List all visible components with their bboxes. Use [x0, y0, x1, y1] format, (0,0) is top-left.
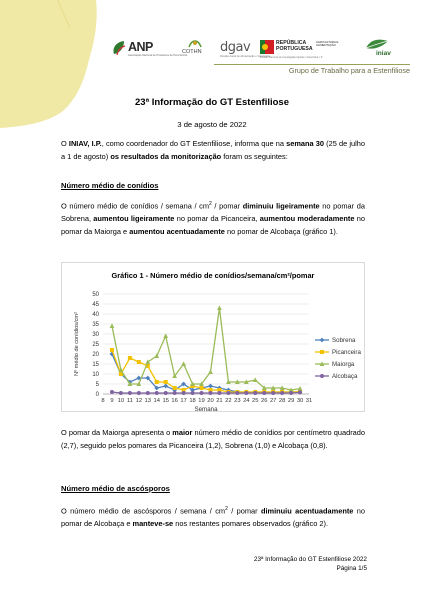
data-point: [208, 384, 213, 389]
flag-emblem-icon: [260, 40, 274, 54]
x-tick-label: 18: [189, 398, 196, 404]
legend-marker: [320, 338, 325, 343]
x-tick-label: 22: [225, 398, 232, 404]
legend-label: Sobrena: [332, 337, 356, 345]
x-tick-label: 21: [216, 398, 223, 404]
y-tick-label: 50: [92, 292, 99, 298]
anp-leaf-icon: [112, 40, 126, 56]
cothn-logo: [178, 38, 216, 62]
iniav-leaf-icon: [364, 38, 390, 50]
data-point: [128, 356, 132, 360]
x-tick-label: 8: [101, 398, 105, 404]
y-tick-label: 5: [95, 382, 99, 388]
conidios-paragraph: [61, 198, 365, 238]
data-point: [289, 391, 293, 395]
page-footer: [254, 556, 367, 573]
x-tick-label: 25: [252, 398, 259, 404]
text-run: O pomar da Maiorga apresenta o: [61, 428, 173, 437]
legend-label: Alcobaça: [332, 373, 358, 381]
anp-logo-text: ANP: [128, 40, 153, 54]
x-tick-label: 11: [126, 398, 133, 404]
data-point: [173, 386, 177, 390]
text-run: / pomar: [227, 506, 261, 516]
pear-shape-decoration: [0, 0, 112, 130]
y-tick-label: 15: [92, 362, 99, 368]
x-tick-label: 31: [305, 398, 313, 404]
x-tick-label: 16: [171, 398, 178, 404]
x-tick-label: 29: [287, 398, 295, 404]
y-tick-label: 10: [92, 372, 99, 378]
ascosporos-paragraph: [61, 503, 365, 531]
data-point: [163, 384, 168, 389]
republica-text: REPÚBLICA: [276, 40, 307, 46]
data-point: [137, 360, 141, 364]
data-point: [155, 380, 159, 384]
y-axis-title: Nº médio de conídios/cm²: [74, 312, 80, 376]
x-tick-label: 9: [110, 398, 114, 404]
data-point: [191, 391, 195, 395]
x-tick-label: 12: [135, 398, 143, 404]
x-tick-label: 24: [243, 398, 250, 404]
y-tick-label: 0: [95, 392, 99, 398]
dgav-logo: [220, 38, 270, 62]
text-run: O número médio de ascósporos / semana / cm: [61, 506, 226, 516]
x-tick-label: 28: [278, 398, 286, 404]
data-point: [146, 391, 150, 395]
data-point: [262, 391, 266, 395]
bold-run: aumentou acentuadamente: [129, 226, 225, 236]
data-point: [173, 391, 177, 395]
bold-run: diminuiu ligeiramente: [242, 201, 320, 211]
x-axis-title: Semana: [194, 406, 218, 412]
intro-paragraph: [61, 138, 365, 163]
x-tick-label: 23: [234, 398, 241, 404]
bold-run: INIAV, I.P.: [68, 139, 102, 148]
legend-label: Maiorga: [332, 361, 355, 369]
y-tick-label: 20: [92, 352, 99, 358]
data-point: [182, 391, 186, 395]
data-point: [164, 380, 168, 384]
superscript: 2: [225, 506, 228, 512]
portuguesa-text: PORTUGUESA: [276, 46, 313, 52]
data-point: [145, 359, 150, 364]
data-point: [217, 305, 222, 310]
anp-logo: [112, 38, 188, 62]
text-run: , como coordenador do GT Estenfiliose, informa que na: [101, 139, 287, 148]
dgav-logo-subtext: Direção-Geral de Alimentação e Veterinária: [220, 55, 270, 58]
bold-run: aumentou moderadamente: [259, 214, 355, 224]
data-point: [217, 391, 221, 395]
data-point: [235, 391, 239, 395]
legend-marker: [320, 374, 324, 378]
series-line-sobrena: [112, 354, 300, 392]
instituto-subtext: Instituto Nacional de Investigação Agrária e Veterinária, I.P.: [260, 56, 323, 59]
text-run: / pomar: [211, 201, 243, 211]
text-run: (25 de julho a 1 de agosto): [61, 139, 365, 161]
summary-paragraph: [61, 427, 365, 452]
data-point: [200, 386, 204, 390]
text-run: no pomar da Picanceira,: [174, 214, 260, 224]
x-tick-label: 19: [198, 398, 205, 404]
text-run: O: [61, 139, 69, 148]
text-run: no pomar da Sobrena,: [61, 201, 365, 224]
republica-portuguesa-logo: [260, 38, 352, 62]
superscript: 2: [209, 201, 212, 207]
x-tick-label: 20: [207, 398, 214, 404]
data-point: [208, 369, 213, 374]
agricultura-text: AGRICULTURA E ALIMENTAÇÃO: [316, 40, 339, 48]
data-point: [244, 391, 248, 395]
x-tick-label: 27: [269, 398, 277, 404]
data-point: [208, 391, 212, 395]
x-tick-label: 15: [162, 398, 169, 404]
page-title: 23ª Informação do GT Estenfiliose: [135, 97, 289, 108]
chart-title: Gráfico 1 - Número médio de conídios/semana/cm²/pomar: [111, 271, 315, 280]
footer-title: 23ª Informação do GT Estenfiliose 2022: [253, 556, 367, 563]
bold-run: aumentou ligeiramente: [93, 214, 175, 224]
text-run: O número médio de conídios / semana / cm: [61, 201, 210, 211]
y-tick-label: 30: [92, 332, 99, 338]
x-tick-label: 10: [117, 398, 125, 404]
data-point: [119, 391, 123, 395]
section-heading-conidios: Número médio de conídios: [61, 181, 159, 190]
data-point: [271, 391, 275, 395]
text-run: nos restantes pomares observados (gráfico 2).: [173, 519, 329, 529]
cothn-mark-icon: [188, 38, 202, 48]
text-run: no pomar de Alcobaça (gráfico 1).: [224, 226, 338, 236]
x-tick-label: 30: [296, 398, 304, 404]
x-tick-label: 14: [153, 398, 160, 404]
iniav-logo-text: iniav: [376, 50, 391, 57]
data-point: [137, 391, 141, 395]
header-divider: [214, 64, 410, 65]
legend-label: Picanceira: [332, 349, 361, 357]
bold-run: maior: [172, 428, 193, 437]
working-group-name: Grupo de Trabalho para a Estenfiliose: [288, 66, 410, 75]
x-tick-label: 17: [180, 398, 187, 404]
data-point: [110, 390, 114, 394]
section-heading-ascosporos: Número médio de ascósporos: [61, 484, 170, 493]
document-date: 3 de agosto de 2022: [177, 120, 247, 129]
data-point: [110, 348, 114, 352]
data-point: [164, 391, 168, 395]
text-run: número médio de conídios por centímetro quadrado (2,7), seguido pelos pomares da Picanceira (1,2), Sobrena (1,0) e Alcobaça (0,8).: [61, 428, 366, 450]
data-point: [226, 391, 230, 395]
text-run: no pomar de Alcobaça e: [61, 506, 366, 529]
x-tick-label: 13: [144, 398, 152, 404]
bold-run: semana 30: [286, 139, 325, 148]
bold-run: diminuiu acentuadamente: [260, 506, 354, 516]
y-tick-label: 35: [92, 322, 99, 328]
data-point: [298, 390, 302, 394]
data-point: [200, 391, 204, 395]
bold-run: os resultados da monitorização: [110, 151, 222, 161]
iniav-logo: [358, 38, 404, 62]
line-chart: [61, 262, 365, 412]
anp-logo-subtext: Associação Nacional de Produtores de Pera Rocha: [128, 54, 188, 57]
data-point: [280, 391, 284, 395]
cothn-logo-text: COTHN: [182, 49, 202, 55]
y-tick-label: 25: [92, 342, 99, 348]
data-point: [253, 391, 257, 395]
y-tick-label: 45: [92, 302, 99, 308]
legend-marker: [320, 350, 324, 354]
page-number: Página 1/5: [336, 564, 367, 572]
dgav-logo-text: dgav: [220, 40, 251, 55]
partner-logos: [112, 38, 408, 64]
data-point: [128, 391, 132, 395]
text-run: foram os seguintes:: [221, 151, 288, 161]
text-run: no pomar da Maiorga e: [61, 214, 365, 236]
data-point: [253, 377, 258, 382]
data-point: [155, 391, 159, 395]
y-tick-label: 40: [92, 312, 99, 318]
bold-run: manteve-se: [132, 519, 174, 529]
x-tick-label: 26: [260, 398, 268, 404]
